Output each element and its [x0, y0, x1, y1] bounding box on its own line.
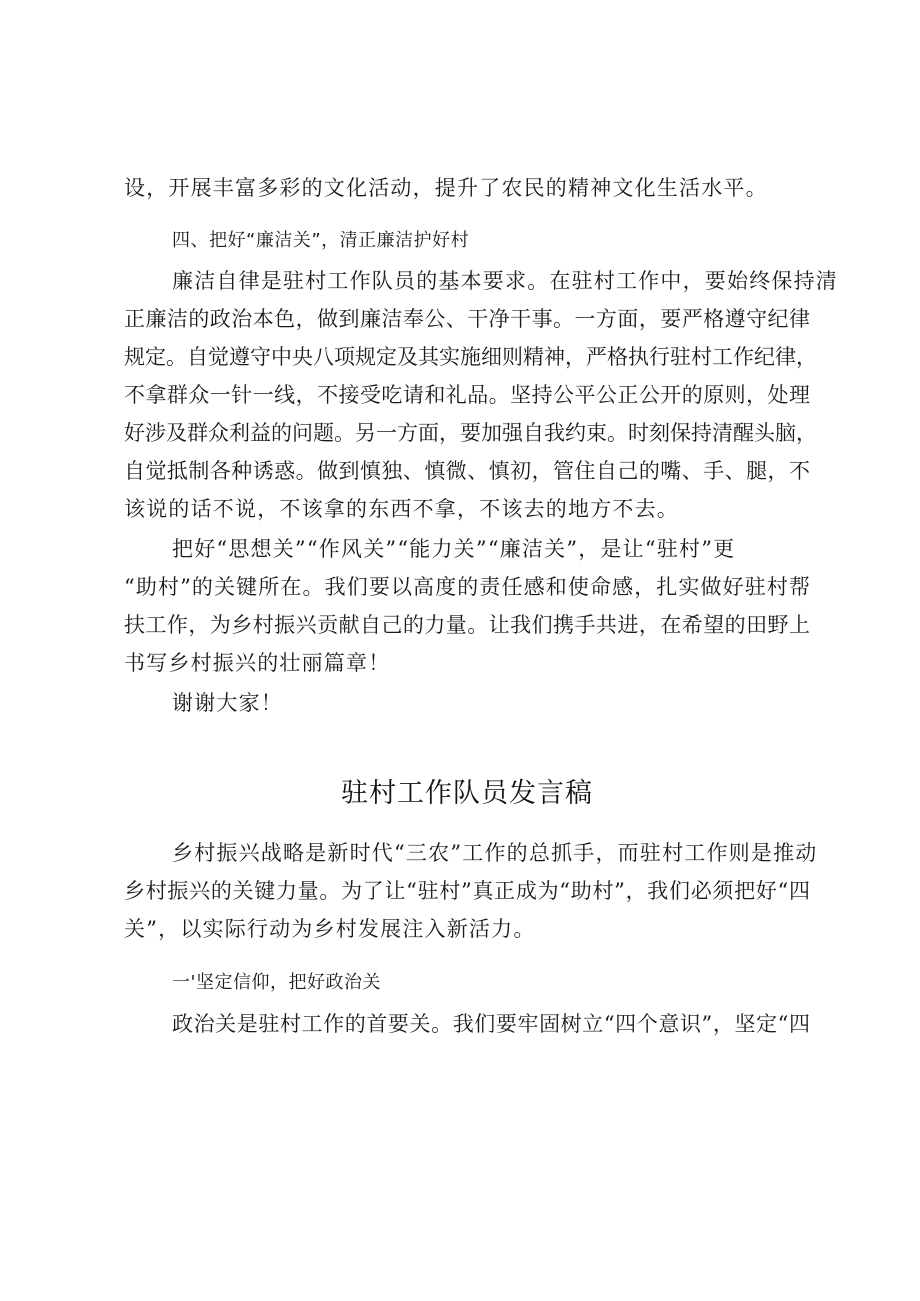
- text-line: 关”，以实际行动为乡村发展注入新活力。: [124, 917, 536, 941]
- thanks-line: 谢谢大家！: [172, 691, 283, 715]
- text-line: 乡村振兴战略是新时代“三农”工作的总抓手，而驻村工作则是推动: [172, 841, 818, 865]
- text-line: “助村”的关键所在。我们要以高度的责任感和使命感，扎实做好驻村帮: [124, 575, 810, 599]
- text-line: 书写乡村振兴的壮丽篇章！: [124, 651, 391, 675]
- text-line: 扶工作，为乡村振兴贡献自己的力量。让我们携手共进，在希望的田野上: [124, 613, 810, 637]
- section-heading-1: 一'坚定信仰，把好政治关: [172, 972, 381, 993]
- text-line: 规定。自觉遵守中央八项规定及其实施细则精神，严格执行驻村工作纪律，: [124, 345, 817, 369]
- text-line: 政治关是驻村工作的首要关。我们要牢固树立“四个意识”，坚定“四: [172, 1012, 810, 1036]
- text-line: 廉洁自律是驻村工作队员的基本要求。在驻村工作中，要始终保持清: [172, 269, 838, 293]
- text-line: 不拿群众一针一线，不接受吃请和礼品。坚持公平公正公开的原则，处理: [124, 383, 810, 407]
- section-heading-4: 四、把好“廉洁关”，清正廉洁护好村: [172, 230, 470, 251]
- text-line: 乡村振兴的关键力量。为了让“驻村”真正成为“助村”，我们必须把好“四: [124, 879, 810, 903]
- text-line: 该说的话不说，不该拿的东西不拿，不该去的地方不去。: [124, 497, 679, 521]
- document-title: 驻村工作队员发言稿: [341, 778, 593, 809]
- text-line: 正廉洁的政治本色，做到廉洁奉公、干净干事。一方面，要严格遵守纪律: [124, 307, 810, 331]
- text-line: 好涉及群众利益的问题。另一方面，要加强自我约束。时刻保持清醒头脑，: [124, 421, 817, 445]
- text-line: 把好“思想关”“作风关”“能力关”“廉洁关”，是让“驻村”更: [172, 537, 736, 561]
- text-line: 自觉抵制各种诱惑。做到慎独、慎微、慎初，管住自己的嘴、手、腿，不: [124, 459, 810, 483]
- text-line: 设，开展丰富多彩的文化活动，提升了农民的精神文化生活水平。: [124, 176, 768, 200]
